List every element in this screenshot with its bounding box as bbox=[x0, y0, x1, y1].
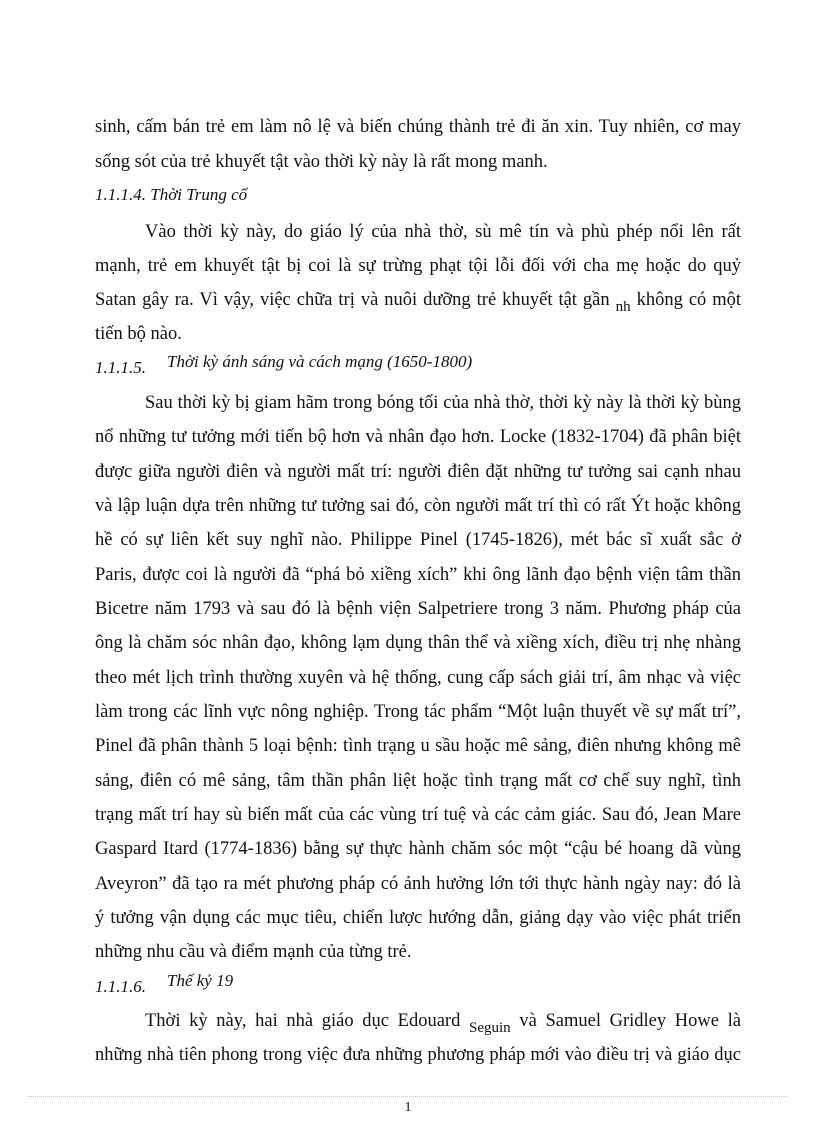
paragraph-first-line: Sau thời kỳ bị giam hãm trong bóng tối của nhà thờ, thời kỳ này là thời kỳ bùng bbox=[145, 393, 741, 413]
section-heading-1-1-1-6 bbox=[95, 971, 234, 998]
body-line: sống sót của trẻ khuyết tật vào thời kỳ này là rất mong manh. bbox=[95, 152, 548, 172]
subscript-fragment: Seguin bbox=[469, 1020, 511, 1036]
body-line: ý tưởng vận dụng các mục tiêu, chiến lược hướng dẫn, giảng dạy vào việc phát triển bbox=[95, 908, 741, 928]
page-number: 1 bbox=[404, 1100, 412, 1115]
paragraph-first-line bbox=[145, 1010, 742, 1036]
body-line: nổ những tư tưởng mới tiến bộ hơn và nhân đạo hơn. Locke (1832-1704) đã phân biệt bbox=[95, 427, 741, 447]
body-line: làm trong các lĩnh vực nông nghiệp. Trong tác phẩm “Một luận thuyết về sự mất trí”, bbox=[95, 702, 741, 722]
heading-number: 1.1.1.6. bbox=[95, 977, 146, 996]
section-heading-1-1-1-4: 1.1.1.4. Thời Trung cổ bbox=[95, 185, 248, 204]
body-line: và lập luận dựa trên những tư tưởng sai đó, còn người mất trí thì có rất Ýt hoặc không bbox=[95, 496, 741, 516]
body-line: Gaspard Itard (1774-1836) bằng sự thực hành chăm sóc một “cậu bé hoang dã vùng bbox=[95, 839, 741, 859]
text-segment: Satan gây ra. Vì vậy, việc chữa trị và nuôi dưỡng trẻ khuyết tật gần bbox=[95, 290, 610, 310]
body-line: được giữa người điên và người mất trí: người điên đặt những tư tưởng sai cạnh nhau bbox=[95, 462, 741, 482]
body-line: ông là chăm sóc nhân đạo, không lạm dụng thân thể và xiềng xích, điều trị nhẹ nhàng bbox=[95, 633, 741, 653]
body-line: Bicetre năm 1793 và sau đó là bệnh viện Salpetriere trong 3 năm. Phương pháp của bbox=[95, 599, 741, 619]
text-segment: và Samuel Gridley Howe là bbox=[519, 1011, 742, 1031]
body-line: Paris, được coi là người đã “phá bỏ xiềng xích” khi ông lãnh đạo bệnh viện tâm thần bbox=[95, 565, 741, 585]
text-segment: Thời kỳ này, hai nhà giáo dục Edouard bbox=[145, 1011, 461, 1031]
body-line: Aveyron” đã tạo ra mét phương pháp có ảnh hưởng lớn tới thực hành ngày nay: đó là bbox=[95, 874, 741, 894]
heading-title: Thế kỷ 19 bbox=[167, 971, 234, 990]
body-line: Pinel đã phân thành 5 loại bệnh: tình trạng u sầu hoặc mê sảng, điên nhưng không mê bbox=[95, 736, 741, 756]
body-line: hề có sự liên kết suy nghĩ nào. Philippe Pinel (1745-1826), mét bác sĩ xuất sắc ở bbox=[95, 530, 741, 550]
footer-divider bbox=[28, 1096, 788, 1097]
body-line: tiến bộ nào. bbox=[95, 324, 182, 344]
body-line: trạng mất trí hay sù biến mất của các vùng trí tuệ và các cảm giác. Sau đó, Jean Mare bbox=[95, 805, 741, 825]
body-line: sảng, điên có mê sảng, tâm thần phân liệt hoặc tình trạng mất cơ chế suy nghĩ, tình bbox=[95, 771, 741, 791]
subscript-fragment: nh bbox=[615, 299, 631, 315]
body-line: sinh, cấm bán trẻ em làm nô lệ và biến chúng thành trẻ đi ăn xin. Tuy nhiên, cơ may bbox=[95, 117, 741, 137]
body-line: mạnh, trẻ em khuyết tật bị coi là sự trừng phạt tội lỗi đối với cha mẹ hoặc do quỷ bbox=[95, 256, 741, 276]
section-heading-1-1-1-5 bbox=[95, 352, 473, 379]
body-line: những nhà tiên phong trong việc đưa những phương pháp mới vào điều trị và giáo dục bbox=[95, 1045, 741, 1065]
heading-title: Thời kỳ ánh sáng và cách mạng (1650-1800) bbox=[167, 352, 473, 371]
body-line bbox=[95, 289, 742, 315]
paragraph-first-line: Vào thời kỳ này, do giáo lý của nhà thờ, sù mê tín và phù phép nổi lên rất bbox=[145, 222, 741, 242]
body-line: những nhu cầu và điểm mạnh của từng trẻ. bbox=[95, 942, 412, 962]
heading-number: 1.1.1.5. bbox=[95, 358, 146, 377]
body-line: theo mét lịch trình thường xuyên và hệ thống, cung cấp sách giải trí, âm nhạc và việc bbox=[95, 668, 741, 688]
text-segment: không có một bbox=[636, 290, 742, 310]
